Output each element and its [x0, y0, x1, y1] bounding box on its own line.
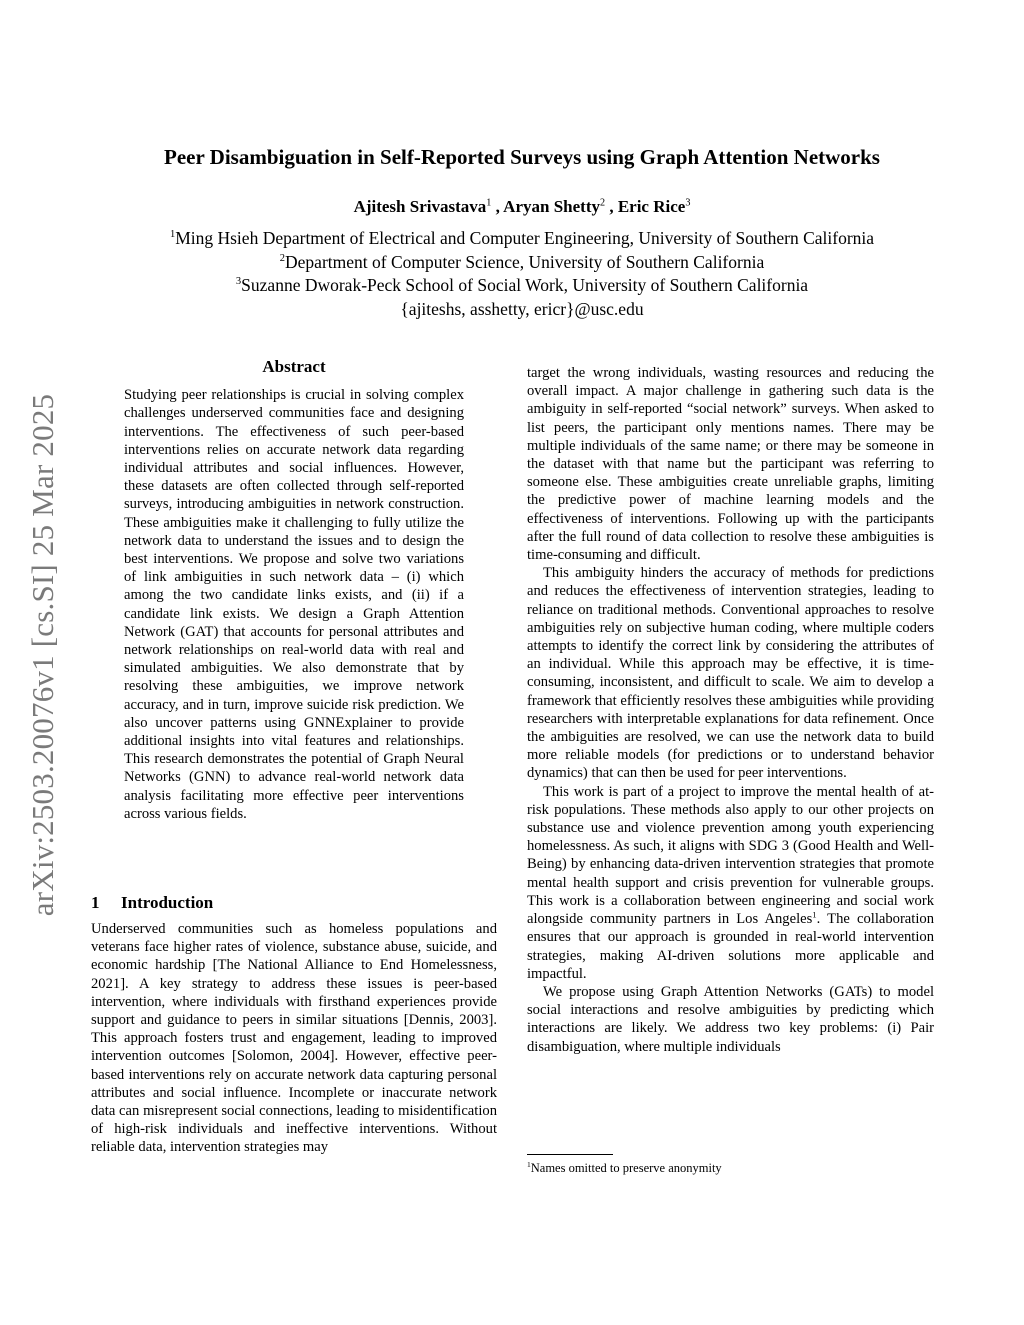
- author-affil-mark: 3: [685, 197, 691, 209]
- arxiv-sidebar-stamp: [8, 365, 78, 945]
- introduction-left-column: [91, 920, 497, 1157]
- paragraph-continued: target the wrong individuals, wasting resources and reducing the overall impact. A major challenge in gathering such data is the ambiguity in self-reported “social network” surveys. When asked to list peers, the participant only mentions names. There may be multiple individuals of the same name; or there may be someone in the dataset with that name but the participant was referring to someone else. These ambiguities create unreliable graphs, limiting the predictive power of machine learning models and the effectiveness of interventions. Following up with the participants after the full round of data collection to resolve these ambiguities is time-consuming and difficult.: [527, 365, 934, 564]
- paragraph-text: . The collaboration ensures that our approach is grounded in real-world intervention strategies, making AI-driven solutions more applicable and impactful.: [527, 911, 934, 982]
- arxiv-id: arXiv:2503.20076v1 [cs.SI] 25 Mar 2025: [25, 393, 61, 917]
- affiliation-line: [60, 251, 984, 275]
- paragraph: [527, 783, 934, 983]
- author-separator: ,: [491, 197, 504, 216]
- paragraph-text: This work is part of a project to improve the mental health of at-risk populations. These methods also apply to our other projects on substance use and violence prevention among youth experiencing homelessness. As such, it aligns with SDG 3 (Good Health and Well-Being) by enhancing data-driven intervention strategies that promote mental health support and crisis prevention for vulnerable groups. This work is a collaboration between engineering and social work alongside community partners in Los Angeles: [527, 783, 934, 928]
- paragraph: We propose using Graph Attention Networks (GATs) to model social interactions and resolve ambiguities by predicting which interactions are likely. We address two key problems: (i) Pair disambiguation, where multiple individuals: [527, 983, 934, 1055]
- right-column: [527, 364, 934, 1056]
- affiliation-line: [60, 227, 984, 251]
- affiliation-mark: 3: [235, 276, 242, 288]
- affiliation-text: Suzanne Dworak-Peck School of Social Work, University of Southern California: [241, 275, 809, 295]
- author-name: Eric Rice: [617, 197, 686, 216]
- section-title: Introduction: [121, 893, 214, 912]
- author-affil-mark: 2: [599, 197, 606, 209]
- footnote: [527, 1160, 722, 1176]
- abstract-heading: Abstract: [262, 357, 326, 376]
- paper-title: Peer Disambiguation in Self-Reported Surveys using Graph Attention Networks: [164, 145, 880, 169]
- affiliation-text: Department of Computer Science, University of Southern California: [285, 251, 765, 272]
- footnote-divider: [527, 1154, 613, 1155]
- affiliation-mark: 2: [279, 252, 286, 264]
- author-name: Ajitesh Srivastava: [353, 197, 487, 216]
- footnote-reference: 1: [812, 909, 817, 920]
- affiliation-line: [60, 274, 984, 298]
- affiliation-mark: 1: [169, 229, 176, 241]
- author-separator: ,: [605, 197, 618, 216]
- footnote-mark: 1: [527, 1160, 531, 1170]
- author-affil-mark: 1: [486, 197, 492, 209]
- abstract-text: Studying peer relationships is crucial in solving complex challenges underserved communities face and designing interventions. The effectiveness of such peer-based interventions relies on accurate network data regarding individual attributes and social influences. However, these datasets are often collected through self-reported surveys, introducing ambiguities in network construction. These ambiguities make it challenging to fully utilize the network data to understand the issues and to design the best interventions. We propose and solve two variations of link ambiguities in such network data – (i) which among the two candidate links exists, and (ii) if a candidate link exists. We design a Graph Attention Network (GAT) that accounts for personal attributes and network relationships on real-world data with real and simulated ambiguities. We also demonstrate that by resolving these ambiguities, we improve network accuracy, and in turn, improve suicide risk prediction. We also uncover patterns using GNNExplainer to provide additional insights into vital features and relationships. This research demonstrates the potential of Graph Neural Networks (GNN) to advance real-world network data analysis facilitating more effective peer interventions across various fields.: [124, 387, 464, 822]
- author-emails: {ajiteshs, asshetty, ericr}@usc.edu: [400, 298, 644, 319]
- section-heading-introduction: [91, 893, 213, 913]
- section-number: 1: [91, 893, 100, 912]
- footnote-text: Names omitted to preserve anonymity: [530, 1161, 722, 1175]
- abstract-section: [124, 358, 464, 823]
- affiliation-text: Ming Hsieh Department of Electrical and Computer Engineering, University of Southern California: [175, 228, 875, 248]
- introduction-paragraph: Underserved communities such as homeless populations and veterans face higher rates of violence, substance abuse, suicide, and economic hardship [The National Alliance to End Homelessness, 2021]. A key strategy to address these issues is peer-based intervention, where individuals with firsthand experiences provide support and guidance to peers in similar situations [Dennis, 2003]. This approach fosters trust and engagement, leading to improved intervention outcomes [Solomon, 2004]. However, effective peer-based interventions rely on accurate network data capturing personal attributes and social influence. Incomplete or inaccurate network data can misrepresent social connections, leading to misidentification of high-risk individuals and ineffective interventions. Without reliable data, intervention strategies may: [91, 921, 497, 1156]
- author-name: Aryan Shetty: [503, 197, 600, 216]
- paragraph: This ambiguity hinders the accuracy of methods for predictions and reduces the effectiveness of intervention strategies, leading to reliance on traditional methods. Conventional approaches to resolve ambiguities rely on subjective human coding, where multiple coders attempts to identify the correct link by considering the attributes of an individual. While this approach may be effective, it is time-consuming, inconsistent, and difficult to scale. We aim to develop a framework that efficiently resolves these ambiguities while providing researchers with interpretable explanations for data refinement. Once the ambiguities are resolved, we can use the network data to build more reliable models (for predictions or to understand behavior dynamics) that can then be used for peer interventions.: [527, 565, 934, 782]
- affiliations: [60, 227, 984, 321]
- author-list: [60, 197, 984, 217]
